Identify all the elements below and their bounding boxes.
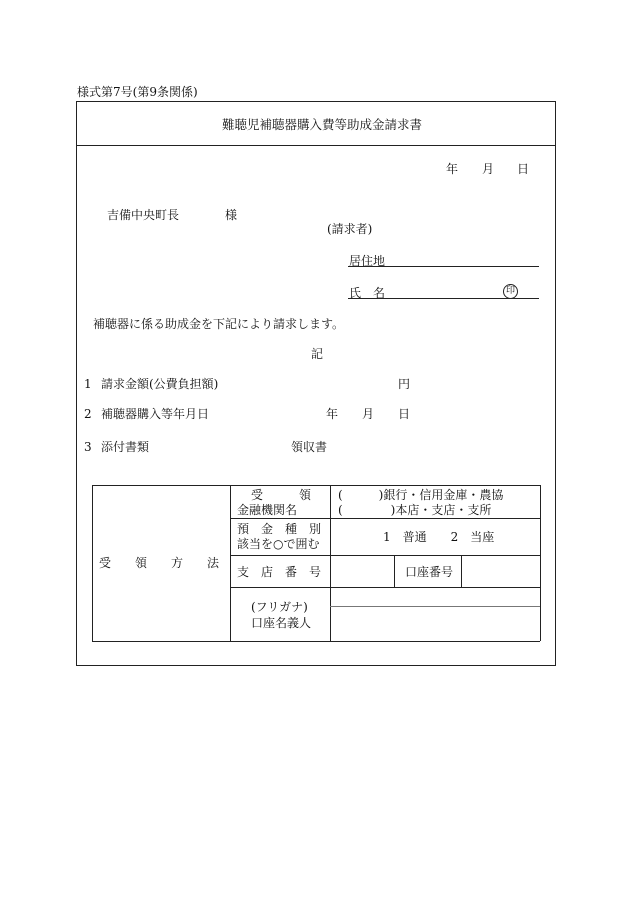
institution-label-line2: 金融機関名 <box>237 503 298 517</box>
item-2-year-label: 年 <box>326 407 339 421</box>
table-row-2-divider <box>230 555 540 556</box>
claimant-address-label: 居住地 <box>349 254 386 268</box>
institution-label-line1: 受 領 <box>251 488 312 502</box>
furigana-divider <box>330 606 540 607</box>
account-holder-label: 口座名義人 <box>251 616 312 630</box>
deposit-type-label-line1: 預 金 種 別 <box>237 522 322 536</box>
item-2-day-label: 日 <box>398 407 411 421</box>
item-3-number: 3 <box>84 440 92 454</box>
table-row-1-divider <box>230 518 540 519</box>
form-title: 難聴児補聴器購入費等助成金請求書 <box>222 117 423 132</box>
bank-types-line1[interactable]: ( )銀行・信用金庫・農協 <box>338 488 504 502</box>
claimant-name-field[interactable] <box>348 298 539 299</box>
addressee-name: 吉備中央町長 <box>107 208 180 222</box>
note-heading: 記 <box>311 347 324 361</box>
table-row-3-divider <box>230 587 540 588</box>
furigana-label: (フリガナ) <box>251 600 308 614</box>
item-1-label: 請求金額(公費負担額) <box>101 377 219 391</box>
table-left-border <box>92 485 93 641</box>
claimant-name-label: 氏 名 <box>349 286 386 300</box>
item-2-number: 2 <box>84 407 92 421</box>
table-method-divider <box>230 485 231 641</box>
item-1-number: 1 <box>84 377 92 391</box>
date-year-label: 年 <box>446 162 459 176</box>
table-right-border <box>540 485 541 641</box>
account-number-divider <box>461 555 462 587</box>
item-1-unit: 円 <box>398 377 411 391</box>
form-number-label: 様式第7号(第9条関係) <box>77 85 198 99</box>
account-number-label: 口座番号 <box>405 565 454 579</box>
addressee-honorific: 様 <box>225 208 238 222</box>
deposit-type-options[interactable]: 1 普通 2 当座 <box>383 530 495 544</box>
intro-text: 補聴器に係る助成金を下記により請求します。 <box>93 317 345 331</box>
bank-types-line2[interactable]: ( )本店・支店・支所 <box>338 503 492 517</box>
branch-number-label: 支 店 番 号 <box>237 565 322 579</box>
seal-icon: 印 <box>503 284 518 299</box>
claimant-label: (請求者) <box>327 222 373 236</box>
item-2-label: 補聴器購入等年月日 <box>101 407 210 421</box>
date-day-label: 日 <box>517 162 530 176</box>
item-3-value: 領収書 <box>291 440 328 454</box>
table-bottom-border <box>92 641 540 642</box>
table-label-divider <box>330 485 331 641</box>
branch-number-divider <box>394 555 395 587</box>
table-top-border <box>92 485 540 486</box>
deposit-type-label-line2: 該当を○で囲む <box>237 537 320 551</box>
item-3-label: 添付書類 <box>101 440 150 454</box>
title-divider <box>76 145 556 146</box>
claimant-address-field[interactable] <box>348 266 539 267</box>
item-2-month-label: 月 <box>362 407 375 421</box>
date-month-label: 月 <box>482 162 495 176</box>
receipt-method-label: 受 領 方 法 <box>99 556 220 570</box>
